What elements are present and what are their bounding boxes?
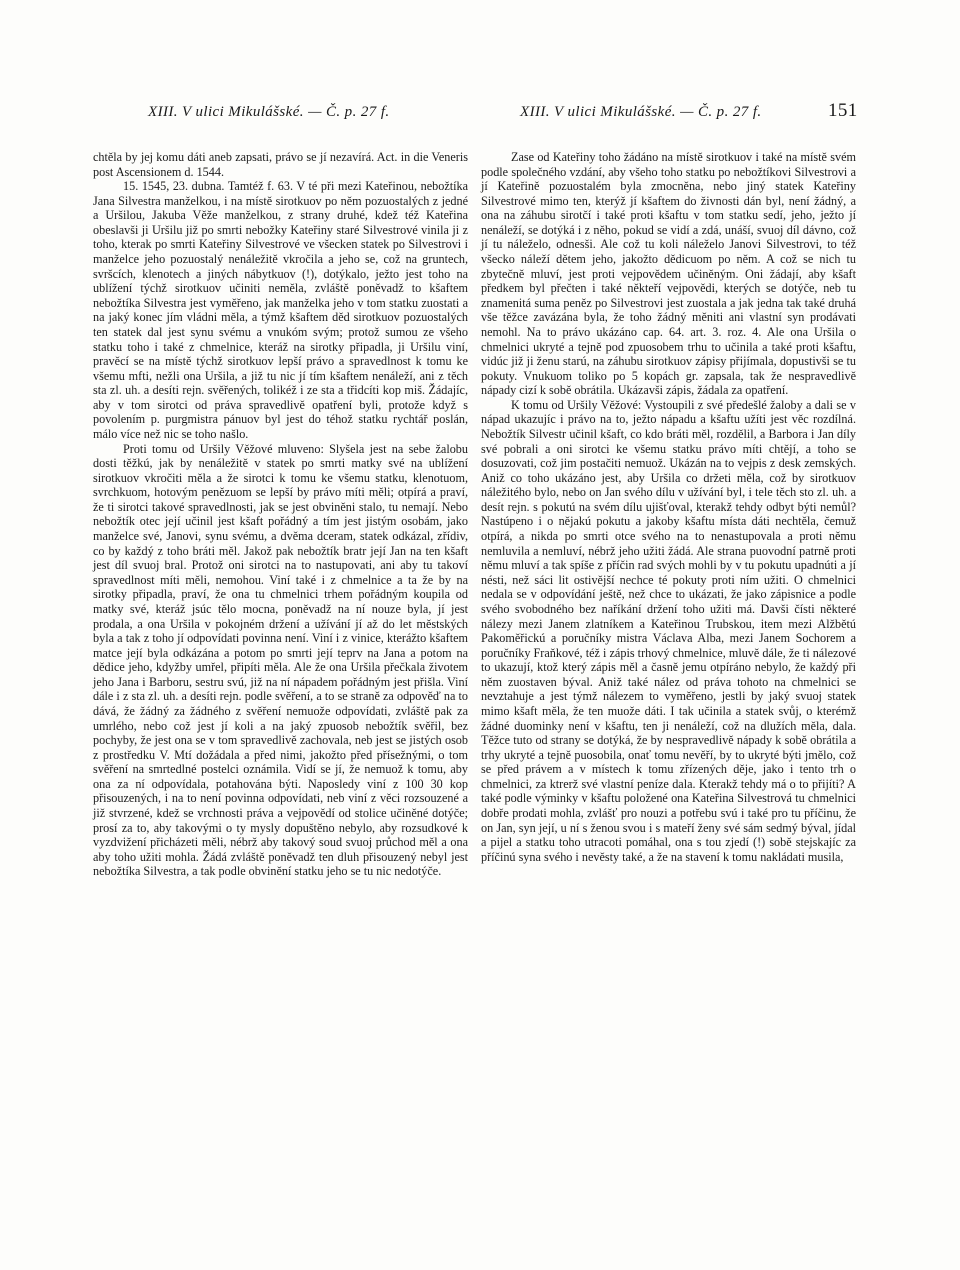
paragraph: Proti tomu od Uršily Věžové mluveno: Slyšela jest na sebe žalobu dosti těžkú, jak by nenáležitě v statek po smrti matky své na ublížení sirotkuov vkročiti měla a že sirotci k tomu ke všemu statku, klenotuom, svrchkuom, hotovým penězuom se lepší by právo míti měli; otpírá a praví, že ti sirotci takové spravedlnosti, jak se jest obviněni stalo, tu nemají. Nebo nebožtík otec její učinil jest kšaft pořádný a tím jest jistým osobám, jako manželce své, Janovi, synu svému, a dvěma dceram, statek odkázal, zřídiv, co by každý z toho bráti měl. Jakož pak nebožtík bratr její Jan na ten kšaft jest díl svuoj bral. Protož oni sirotci na to nastupovati, ani aby tu takoví spravedlnost míti měli, nemohou. Viní také i z chmelnice a ta že by na sirotky připadla, praví, že ona tu chmelnici trhem pořádným koupila od matky své, kteráž jsúc tělo mocna, poněvadž na ní nouze byla, jí jest prodala, a ona Uršila v pokojném držení a užívání jí až do let městských byla a tak z toho jí odpovídati povinna není. Viní i z vinice, kterážto kšaftem matce její byla odkázána a potom po smrti její teprv na Jana a potom na dědice jeho, kdyžby umřel, připíti měla. Ale že ona Uršila přečkala životem jeho Jana i Barboru, sestru svú, již na ní nápadem pořádným jest přišla. Viní dále i z sta zl. uh. a desíti rejn. podle svěření, a to se straně za odpověď na to dává, že žádný za žádného z svěření nemuože odpovídati, zvláště pak za umrlého, nebo což jest jí koli a na jaký zpuosob nebožtík svěřil, bez pochyby, že jest ona se v tom spravedlivě zachovala, neb jest se jistých osob z prostředku V. Mtí dožádala a před nimi, jakožto před přísežnými, o tom svěření na smrtedlné postelci oznámila. Vidí se jí, že nemuož k tomu, aby ona za ní odpovídala, potahována býti. Naposledy viní z 100 30 kop přisouzených, i na to není povinna odpovídati, neb viní z věci rozsouzené a již stvrzené, kdež se vrchnosti práva a vejpovědí od stolice učiněné dotýče; prosí za to, aby takovými o ty mysly dopuštěno nebylo, aby rozsudkové k vyzdvižení přicházeti měli, nébrž aby takový soud svuoj průchod měl a ona aby toho užiti mohla. Žádá zvláště poněvadž ten dluh přisouzený nebyl jest nebožtíka Silvestra, a tak podle obvinění statku jeho se tu nic nedotýče. [93,441,468,879]
paragraph: 15. 1545, 23. dubna. Tamtéž f. 63. V té při mezi Kateřinou, nebožtíka Jana Silvestra manželkou, i na místě sirotkuov po něm pozuostalých z jedné a Uršilou, Jakuba Věže manželkou, z strany druhé, kdež též Kateřina obeslavši ji Uršilu již po smrti nebožky Kateřiny staré Silvestrové vinila ji z toho, kterak po smrti Kateřiny Silvestrové ve všecken statek po Silvestrovi i manželce jeho pozuostalý nenáležitě vkročila a jeho se, což na gruntech, svršcích, klenotech a jiných nábytkuov (!), dotýkalo, ježto jest toho na ublížení týchž sirotkuov učiniti neměla, zvláště poněvadž to kšaftem nebožtíka Silvestra jest vyměřeno, jak manželka jeho v tom statku zuostati a na jaký konec jím vládni měla, a týmž kšaftem děd sirotkuov pozuostalých ten statek dal jest synu svému a vnukóm svým; protož sumou ze všeho statku toho i také z chmelnice, kteráž na sirotky připadla, ji Uršilu viní, pravěcí se na místě týchž sirotkuov lepší právo a spravedlnost k tomu ke všemu mfti, nežli ona Uršila, a již tu nic jí tím kšaftem nenáleží, ani z těch sta zl. uh. a desíti rejn. svěřených, tolikéž i ze sta a třidcíti kop miš. Žádajíc, aby v tom sirotci od práva spravedlivě opatření byli, protože když s povolením p. purgmistra pánuov byl jest do téhož statku rychtář poslán, málo více než nic se toho našlo. [93,179,468,441]
running-header [0,100,960,130]
paragraph: chtěla by jej komu dáti aneb zapsati, právo se jí nezavírá. Act. in die Veneris post Ascensionem d. 1544. [93,150,468,179]
left-column [93,150,468,879]
paragraph: Zase od Kateřiny toho žádáno na místě sirotkuov i také na místě svém podle společného vzdání, aby všeho toho statku po nebožtíkovi Silvestrovi a jí Kateřině pozuostalém byla zmocněna, nebo jiný statek Kateřiny Silvestrové mimo ten, kterýž jí kšaftem do živnosti dán byl, není žádný, a ona na záhubu sirotčí i také proti kšaftu v tom statku sedí, jeho, ježto jí nenáleží, se dotýká i z něho, pokud se vidí a zdá, unáší, svuoj díl dávno, což jí tu náleželo, odnesši. Ale což tu koli náleželo Janovi Silvestrovi, to též všecko náleží dětem jeho, jakožto dědicuom po něm. A což se nich tu zbytečně mluví, jest proti vejpovědem učiněným. Oni žádají, aby kšaft předkem byl přečten i také někteří vejpovědi, kterých se dotýče, neb tu znamenitá suma peněz po Silvestrovi jest zuostala a jak jedna tak také druhá vše těžce zavázána byla, že toho žádný měniti ani vlastní syn prodávati nemohl. Na to právo ukázáno cap. 64. art. 3. roz. 4. Ale ona Uršila o chmelnici ukryté a tejně pod zpuosobem trhu to učinila a také proti kšaftu, vidúc již ji ženu starú, na záhubu sirotkuov zápisy přijímala, dopustivši se tu pokuty. Vnukuom toliko po 5 kopách gr. zapsala, tak že nespravedlivě nápady cizí k sobě obrátila. Ukázavši zápis, žádala za opatření. [481,150,856,398]
running-head-left: XIII. V ulici Mikulášské. — Č. p. 27 f. [148,104,390,120]
right-column [481,150,856,864]
running-head-right: XIII. V ulici Mikulášské. — Č. p. 27 f. [520,104,762,120]
page-number: 151 [828,100,858,121]
paragraph: K tomu od Uršily Věžové: Vystoupili z své předešlé žaloby a dali se v nápad ukazujíc i právo na to, ježto nápadu a kšaftu užíti jest věc rozdílná. Nebožtík Silvestr učinil kšaft, co kdo bráti měl, rozdělil, a Barbora i Jan díly své pobrali a oni sirotci ke všemu statku právo míti chtějí, a toho se dosuzovati, což jim postačiti nemuož. Ukázán na to vejpis z desk zemských. Aniž co toho ukázáno jest, aby Uršila co držeti měla, což by sirotkuov náležitého bylo, nebo on Jan svého dílu v užívání byl, i tele těch sto zl. uh. a desít rejn. s pokutú na svém dílu ujišťoval, kterakž tehdy odbyt býti nemůl? Nastúpeno i o nějakú pokutu a jakoby kšaftu místa dáti nechtěla, čemuž otpírá, a nikda po smrti otce svého na to nenastupovala a proti němu nemluvila a nemluví, nébrž jeho užiti žádá. Ale strana puovodní patrně proti němu mluví a tak spíše z příčin rad svých mohli by v tu pokutu upadnúti a jí nésti, než sáci lit ostivější nechce té pokuty proti ním užiti. O chmelnici nedala se v odpovídání ještě, než chce to ukázati, že jako zápisnice a podle svého svobodného bez naříkání držení toho užiti má. Davši čísti některé nálezy mezi Janem zlatníkem a Kateřinou Trubskou, item mezi Alžbětú Pakoměřickú a poručníky mistra Václava Alba, mezi Janem Sochorem a poručníky Fraňkové, též i zápis trhový chmelnice, mluvě dále, že ti nálezové to ukazují, ktož který zápis měl a časně jemu otpíráno nebylo, že každý při něm zuostaven býval. Aniž také nález od práva tohoto na chmelnici se nevztahuje a jest týmž nálezem to vyměřeno, jestli by jaký svuoj statek mimo kšaft měla, že ten muože dáti. I tak učinila a statek svůj, o kterémž žádné duominky není v kšaftu, ten ji nenáleží, což na dlužích měla, dala. Těžce tuto od strany se dotýká, že by nespravedlivě nápady k sobě obrátila a trhy ukryté a tejně puosobila, onať tomu nevěří, by to ukryté býti jmělo, což se před právem a v místech k tomu zřízených děje, jako i tento trh o chmelnici, za ktrerž své vlastní peníze dala. Kterakž tehdy má o to přijíti? A také podle výminky v kšaftu položené ona Kateřina Silvestrová tu chmelnici dobře prodati mohla, zvlášť pro nouzi a potřebu svú i také pro tu příčinu, že on Jan, syn její, u ní s ženou svou i s mateří ženy své sám sedmý býval, jídal a pijel a statku toho utracoti pomáhal, ona s tou zjedí (!) sobě stejskajíc za příčinú syna svého i nevěsty také, a že na stavení k tomu nakládati musila, [481,397,856,864]
